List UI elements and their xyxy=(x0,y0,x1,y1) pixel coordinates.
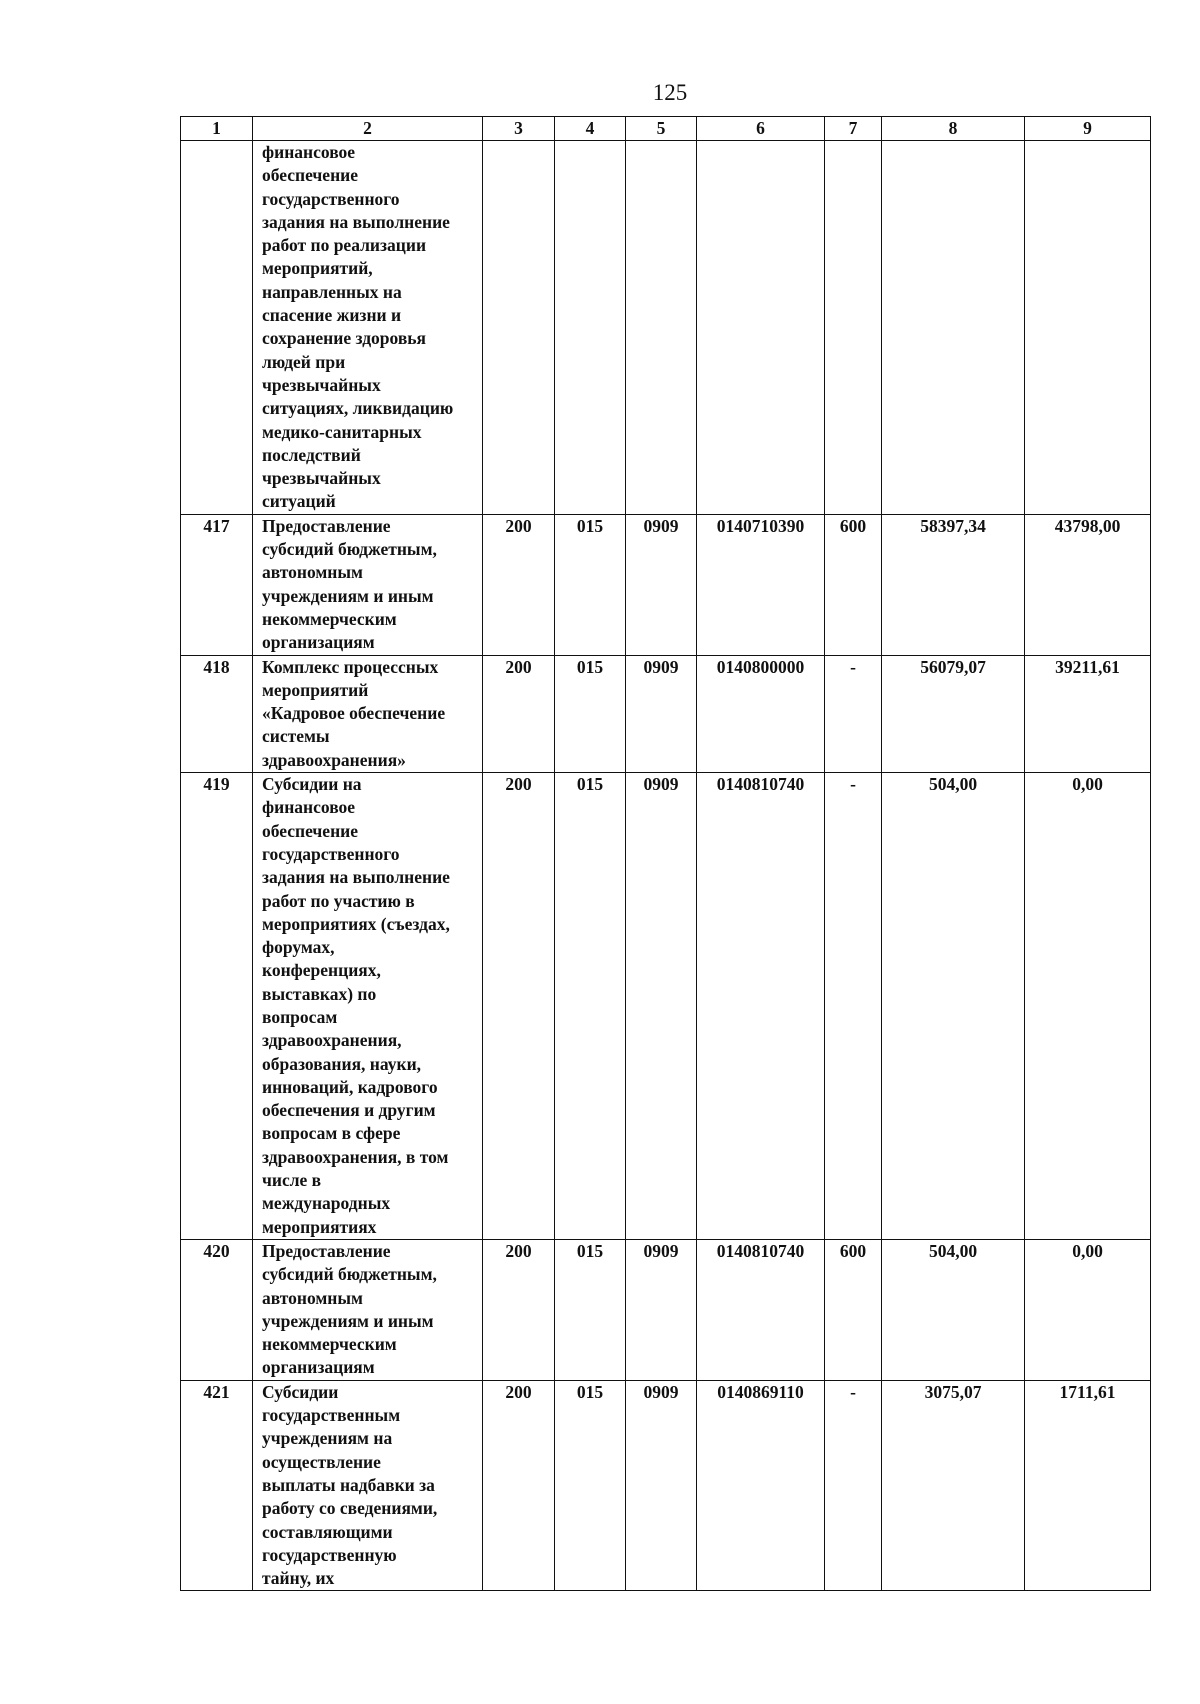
description-line: мероприятиях (съездах, xyxy=(262,913,450,934)
description-line: учреждениям и иным xyxy=(262,1310,434,1331)
value-cell-c9: 1711,61 xyxy=(1025,1380,1151,1591)
description-line: образования, науки, xyxy=(262,1053,422,1074)
description-line: инноваций, кадрового xyxy=(262,1076,438,1097)
value-cell-c4: 015 xyxy=(555,1239,626,1380)
description-line: вопросам xyxy=(262,1006,338,1027)
value-cell-c3: 200 xyxy=(483,773,555,1240)
value-cell-c9: 0,00 xyxy=(1025,1239,1151,1380)
description-line: сохранение здоровья xyxy=(262,328,427,349)
table-header-row xyxy=(181,117,1151,141)
description-line: последствий xyxy=(262,444,361,465)
table-row xyxy=(181,1380,1151,1591)
header-cell: 5 xyxy=(626,117,697,141)
description-line: задания на выполнение xyxy=(262,867,450,888)
description-cell xyxy=(253,514,483,655)
description-line: тайну, их xyxy=(262,1568,335,1589)
description-line: спасение жизни и xyxy=(262,305,402,326)
description-line: Предоставление xyxy=(262,515,391,536)
value-cell-c5: 0909 xyxy=(626,1239,697,1380)
value-cell-c6: 0140869110 xyxy=(697,1380,825,1591)
header-cell: 4 xyxy=(555,117,626,141)
description-line: вопросам в сфере xyxy=(262,1123,401,1144)
table-row xyxy=(181,773,1151,1240)
value-cell-c3: 200 xyxy=(483,1380,555,1591)
value-cell-c3: 200 xyxy=(483,1239,555,1380)
description-line: числе в xyxy=(262,1170,322,1191)
value-cell-c3: 200 xyxy=(483,514,555,655)
value-cell-c8: 504,00 xyxy=(882,773,1025,1240)
value-cell-c9: 43798,00 xyxy=(1025,514,1151,655)
description-line: осуществление xyxy=(262,1451,381,1472)
description-line: чрезвычайных xyxy=(262,374,381,395)
description-line: «Кадровое обеспечение xyxy=(262,703,446,724)
value-cell-c7 xyxy=(825,141,882,515)
value-cell-c9: 39211,61 xyxy=(1025,655,1151,772)
value-cell-c9 xyxy=(1025,141,1151,515)
value-cell-c5: 0909 xyxy=(626,514,697,655)
description-line: форумах, xyxy=(262,937,335,958)
description-line: обеспечение xyxy=(262,165,359,186)
description-line: выплаты надбавки за xyxy=(262,1474,435,1495)
row-number-cell: 418 xyxy=(181,655,253,772)
description-line: здравоохранения, xyxy=(262,1030,402,1051)
description-line: финансовое xyxy=(262,797,356,818)
header-cell: 1 xyxy=(181,117,253,141)
description-line: чрезвычайных xyxy=(262,468,381,489)
description-line: ситуаций xyxy=(262,491,336,512)
value-cell-c9: 0,00 xyxy=(1025,773,1151,1240)
description-cell xyxy=(253,1239,483,1380)
description-line: работ по реализации xyxy=(262,235,427,256)
description-line: финансовое xyxy=(262,142,356,162)
header-cell: 8 xyxy=(882,117,1025,141)
value-cell-c4: 015 xyxy=(555,514,626,655)
description-line: государственного xyxy=(262,188,400,209)
description-line: субсидий бюджетным, xyxy=(262,539,437,560)
value-cell-c8: 3075,07 xyxy=(882,1380,1025,1591)
description-cell xyxy=(253,1380,483,1591)
description-line: работу со сведениями, xyxy=(262,1498,438,1519)
value-cell-c6: 0140710390 xyxy=(697,514,825,655)
header-cell: 3 xyxy=(483,117,555,141)
description-line: Субсидии xyxy=(262,1381,339,1402)
description-line: организациям xyxy=(262,632,375,653)
value-cell-c7: 600 xyxy=(825,1239,882,1380)
description-line: Субсидии на xyxy=(262,774,362,795)
description-line: мероприятиях xyxy=(262,1216,377,1237)
row-number-cell: 419 xyxy=(181,773,253,1240)
description-line: автономным xyxy=(262,562,363,583)
description-cell xyxy=(253,773,483,1240)
value-cell-c4 xyxy=(555,141,626,515)
description-cell xyxy=(253,655,483,772)
value-cell-c7: - xyxy=(825,1380,882,1591)
value-cell-c6 xyxy=(697,141,825,515)
description-line: направленных на xyxy=(262,281,402,302)
header-cell: 2 xyxy=(253,117,483,141)
description-cell xyxy=(253,141,483,515)
description-line: здравоохранения» xyxy=(262,749,406,770)
description-line: мероприятий xyxy=(262,679,369,700)
description-line: некоммерческим xyxy=(262,608,397,629)
table-row xyxy=(181,655,1151,772)
value-cell-c7: - xyxy=(825,773,882,1240)
value-cell-c8: 504,00 xyxy=(882,1239,1025,1380)
page-number: 125 xyxy=(652,80,688,105)
description-line: обеспечение xyxy=(262,820,359,841)
row-number-cell: 420 xyxy=(181,1239,253,1380)
description-line: Предоставление xyxy=(262,1240,391,1261)
value-cell-c5: 0909 xyxy=(626,655,697,772)
description-line: задания на выполнение xyxy=(262,211,450,232)
description-line: обеспечения и другим xyxy=(262,1100,436,1121)
description-line: учреждениям на xyxy=(262,1428,393,1449)
value-cell-c4: 015 xyxy=(555,1380,626,1591)
value-cell-c4: 015 xyxy=(555,773,626,1240)
table-row xyxy=(181,1239,1151,1380)
row-number-cell xyxy=(181,141,253,515)
row-number-cell: 421 xyxy=(181,1380,253,1591)
description-line: субсидий бюджетным, xyxy=(262,1264,437,1285)
value-cell-c5 xyxy=(626,141,697,515)
description-line: медико-санитарных xyxy=(262,421,422,442)
value-cell-c4: 015 xyxy=(555,655,626,772)
value-cell-c3: 200 xyxy=(483,655,555,772)
value-cell-c7: 600 xyxy=(825,514,882,655)
value-cell-c5: 0909 xyxy=(626,1380,697,1591)
value-cell-c6: 0140800000 xyxy=(697,655,825,772)
header-cell: 6 xyxy=(697,117,825,141)
description-line: государственным xyxy=(262,1405,401,1426)
value-cell-c3 xyxy=(483,141,555,515)
description-line: системы xyxy=(262,726,330,747)
value-cell-c7: - xyxy=(825,655,882,772)
description-line: составляющими xyxy=(262,1521,393,1542)
description-line: работ по участию в xyxy=(262,890,415,911)
value-cell-c8 xyxy=(882,141,1025,515)
description-line: людей при xyxy=(262,351,346,372)
header-cell: 7 xyxy=(825,117,882,141)
description-line: автономным xyxy=(262,1287,363,1308)
description-line: учреждениям и иным xyxy=(262,585,434,606)
description-line: выставках) по xyxy=(262,983,377,1004)
description-line: ситуациях, ликвидацию xyxy=(262,398,454,419)
budget-table xyxy=(180,116,1151,1591)
description-line: организациям xyxy=(262,1357,375,1378)
value-cell-c5: 0909 xyxy=(626,773,697,1240)
table-row xyxy=(181,141,1151,515)
description-line: мероприятий, xyxy=(262,258,373,279)
description-line: некоммерческим xyxy=(262,1334,397,1355)
description-line: конференциях, xyxy=(262,960,381,981)
value-cell-c8: 56079,07 xyxy=(882,655,1025,772)
value-cell-c6: 0140810740 xyxy=(697,773,825,1240)
description-line: государственную xyxy=(262,1544,397,1565)
description-line: Комплекс процессных xyxy=(262,656,439,677)
row-number-cell: 417 xyxy=(181,514,253,655)
value-cell-c6: 0140810740 xyxy=(697,1239,825,1380)
value-cell-c8: 58397,34 xyxy=(882,514,1025,655)
header-cell: 9 xyxy=(1025,117,1151,141)
table-row xyxy=(181,514,1151,655)
description-line: международных xyxy=(262,1193,391,1214)
description-line: государственного xyxy=(262,843,400,864)
description-line: здравоохранения, в том xyxy=(262,1146,449,1167)
